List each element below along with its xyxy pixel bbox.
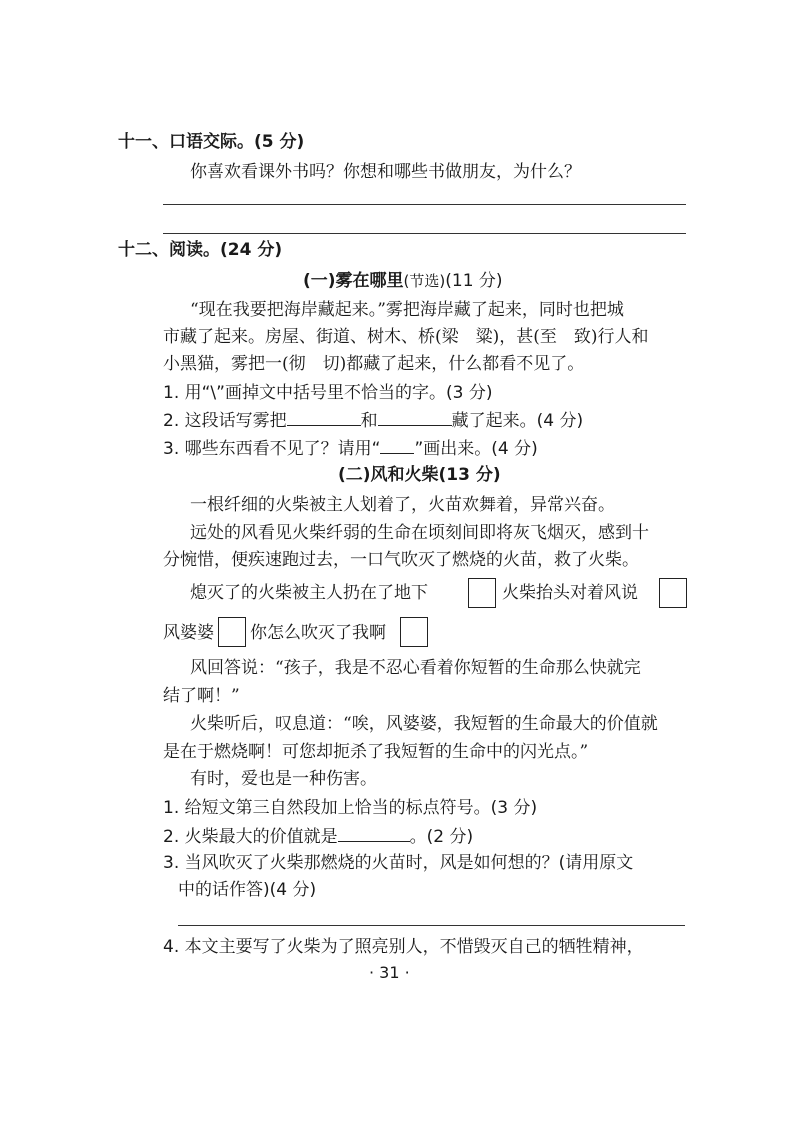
passage-2-para-3-part-1: 熄灭了的火柴被主人扔在了地下 (190, 583, 428, 603)
passage-2-para-2-line-1: 远处的风看见火柴纤弱的生命在顷刻间即将灰飞烟灭，感到十 (190, 523, 649, 543)
p1q3-pre: 3. 哪些东西看不见了？请用“ (163, 439, 381, 459)
passage-2-question-3-line-2: 中的话作答)(4 分) (178, 880, 317, 900)
passage-2-question-4: 4. 本文主要写了火柴为了照亮别人，不惜毁灭自己的牺牲精神， (163, 937, 644, 957)
passage-1-title-note: (节选) (403, 272, 446, 290)
section-12-heading: 十二、阅读。(24 分) (118, 240, 283, 260)
passage-1-question-2 (163, 409, 583, 432)
passage-1-line-1: “现在我要把海岸藏起来。”雾把海岸藏了起来，同时也把城 (190, 300, 624, 320)
punctuation-box-1[interactable] (468, 578, 496, 608)
passage-2-question-1: 1. 给短文第三自然段加上恰当的标点符号。(3 分) (163, 798, 538, 818)
passage-2-para-3-part-4: 你怎么吹灭了我啊 (250, 623, 386, 643)
p1q3-post: ”画出来。(4 分) (414, 439, 538, 459)
section-11-heading: 十一、口语交际。(5 分) (118, 132, 305, 152)
passage-2-para-1: 一根纤细的火柴被主人划着了，火苗欢舞着，异常兴奋。 (190, 495, 615, 515)
punctuation-box-2[interactable] (659, 578, 687, 608)
passage-2-para-4-line-1: 风回答说：“孩子，我是不忍心看着你短暂的生命那么快就完 (190, 658, 641, 678)
p1q2-post: 藏了起来。(4 分) (451, 411, 584, 431)
passage-1-line-3: 小黑猫，雾把一(彻 切)都藏了起来，什么都看不见了。 (163, 354, 585, 374)
p1q3-underline-sample (380, 437, 414, 454)
passage-2-para-4-line-2: 结了啊！” (163, 686, 240, 706)
passage-2-para-3-part-2: 火柴抬头对着风说 (502, 583, 638, 603)
p2q2-pre: 2. 火柴最大的价值就是 (163, 827, 338, 847)
answer-line-3 (178, 925, 685, 926)
passage-2-para-6: 有时，爱也是一种伤害。 (190, 769, 377, 789)
passage-1-question-3 (163, 437, 538, 460)
passage-2-question-3-line-1: 3. 当风吹灭了火柴那燃烧的火苗时，风是如何想的？(请用原文 (163, 853, 634, 873)
passage-2-para-5-line-2: 是在于燃烧啊！可您却扼杀了我短暂的生命中的闪光点。” (163, 742, 589, 762)
passage-2-question-2 (163, 825, 473, 848)
p2q2-blank[interactable] (338, 825, 410, 842)
passage-1-line-2: 市藏了起来。房屋、街道、树木、桥(梁 粱)，甚(至 致)行人和 (163, 327, 649, 347)
section-11-question: 你喜欢看课外书吗？你想和哪些书做朋友，为什么？ (190, 162, 581, 182)
page-number: · 31 · (369, 963, 410, 982)
p1q2-pre: 2. 这段话写雾把 (163, 411, 287, 431)
p1q2-blank-2[interactable] (378, 409, 452, 426)
passage-1-title-text: (一)雾在哪里 (303, 271, 404, 291)
p1q2-blank-1[interactable] (287, 409, 361, 426)
passage-2-para-5-line-1: 火柴听后，叹息道：“唉，风婆婆，我短暂的生命最大的价值就 (190, 714, 658, 734)
passage-1-title-score: (11 分) (445, 271, 503, 291)
answer-line-1 (163, 204, 686, 205)
passage-2-para-2-line-2: 分惋惜，便疾速跑过去，一口气吹灭了燃烧的火苗，救了火柴。 (163, 550, 639, 570)
passage-1-title (303, 270, 503, 292)
passage-2-para-3-part-3: 风婆婆 (163, 623, 214, 643)
passage-2-title: (二)风和火柴(13 分) (338, 465, 501, 485)
punctuation-box-4[interactable] (400, 617, 428, 647)
answer-line-2 (163, 233, 686, 234)
p2q2-post: 。(2 分) (409, 827, 474, 847)
p1q2-mid: 和 (360, 411, 378, 431)
passage-1-question-1: 1. 用“\”画掉文中括号里不恰当的字。(3 分) (163, 383, 493, 403)
punctuation-box-3[interactable] (218, 617, 246, 647)
